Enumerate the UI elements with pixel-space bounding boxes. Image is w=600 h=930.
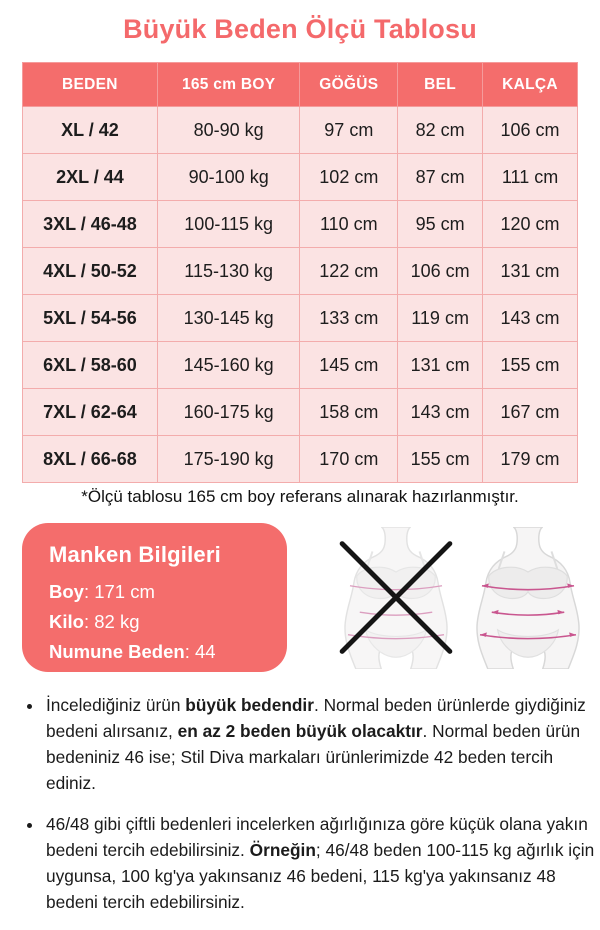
value-cell: 97 cm (300, 107, 398, 154)
value-cell: 80-90 kg (157, 107, 300, 154)
column-header: 165 cm BOY (157, 63, 300, 107)
value-cell: 95 cm (398, 201, 483, 248)
model-info-field: Numune Beden: 44 (49, 641, 216, 662)
value-cell: 130-145 kg (157, 295, 300, 342)
table-row (23, 389, 578, 436)
column-header: GÖĞÜS (300, 63, 398, 107)
value-cell: 82 cm (398, 107, 483, 154)
table-footnote: *Ölçü tablosu 165 cm boy referans alınarak hazırlanmıştır. (81, 487, 519, 506)
value-cell: 115-130 kg (157, 248, 300, 295)
model-info-field: Boy: 171 cm (49, 581, 155, 602)
table-row (23, 201, 578, 248)
value-cell: 120 cm (483, 201, 578, 248)
value-cell: 111 cm (483, 154, 578, 201)
note-item: • İncelediğiniz ürün büyük bedendir. Normal beden ürünlerde giydiğiniz bedeni alırsanız, en az 2 beden büyük olacaktır. Normal beden ürün bedeniniz 46 ise; Stil Diva markaları ürünlerimizde 42 beden tercih ediniz. (44, 692, 596, 796)
value-cell: 145 cm (300, 342, 398, 389)
value-cell: 122 cm (300, 248, 398, 295)
table-row (23, 342, 578, 389)
value-cell: 143 cm (398, 389, 483, 436)
model-info-card (22, 523, 287, 672)
size-table-body (23, 107, 578, 483)
value-cell: 158 cm (300, 389, 398, 436)
table-row (23, 436, 578, 483)
measured-body-figure-icon (468, 527, 588, 669)
column-header: BEL (398, 63, 483, 107)
page-title: Büyük Beden Ölçü Tablosu (123, 14, 477, 44)
table-row (23, 295, 578, 342)
size-cell: 3XL / 46-48 (23, 201, 158, 248)
value-cell: 143 cm (483, 295, 578, 342)
value-cell: 175-190 kg (157, 436, 300, 483)
table-row (23, 154, 578, 201)
note-item: • 46/48 gibi çiftli bedenleri incelerken ağırlığınıza göre küçük olana yakın bedeni tercih edebilirsiniz. Örneğin; 46/48 beden 100-115 kg ağırlık için uygunsa, 100 kg'ya yakınsanız 46 bedeni, 115 kg'ya yakınsanız 48 bedeni tercih edebilirsiniz. (44, 811, 596, 915)
value-cell: 145-160 kg (157, 342, 300, 389)
value-cell: 167 cm (483, 389, 578, 436)
body-figures (336, 527, 592, 669)
model-info-fields (49, 577, 269, 667)
size-cell: 8XL / 66-68 (23, 436, 158, 483)
notes-list (24, 692, 596, 930)
column-header: BEDEN (23, 63, 158, 107)
value-cell: 131 cm (483, 248, 578, 295)
value-cell: 170 cm (300, 436, 398, 483)
value-cell: 106 cm (483, 107, 578, 154)
model-info-title: Manken Bilgileri (49, 542, 221, 567)
size-table (22, 62, 578, 483)
value-cell: 100-115 kg (157, 201, 300, 248)
size-cell: 5XL / 54-56 (23, 295, 158, 342)
size-cell: XL / 42 (23, 107, 158, 154)
value-cell: 133 cm (300, 295, 398, 342)
value-cell: 87 cm (398, 154, 483, 201)
value-cell: 119 cm (398, 295, 483, 342)
value-cell: 179 cm (483, 436, 578, 483)
value-cell: 155 cm (483, 342, 578, 389)
size-cell: 6XL / 58-60 (23, 342, 158, 389)
size-cell: 2XL / 44 (23, 154, 158, 201)
size-cell: 4XL / 50-52 (23, 248, 158, 295)
value-cell: 160-175 kg (157, 389, 300, 436)
table-row (23, 107, 578, 154)
value-cell: 90-100 kg (157, 154, 300, 201)
table-row (23, 248, 578, 295)
crossed-body-figure-icon (336, 527, 456, 669)
value-cell: 155 cm (398, 436, 483, 483)
model-info-field: Kilo: 82 kg (49, 611, 140, 632)
value-cell: 106 cm (398, 248, 483, 295)
size-cell: 7XL / 62-64 (23, 389, 158, 436)
value-cell: 131 cm (398, 342, 483, 389)
size-table-header-row (23, 63, 578, 107)
value-cell: 110 cm (300, 201, 398, 248)
column-header: KALÇA (483, 63, 578, 107)
value-cell: 102 cm (300, 154, 398, 201)
